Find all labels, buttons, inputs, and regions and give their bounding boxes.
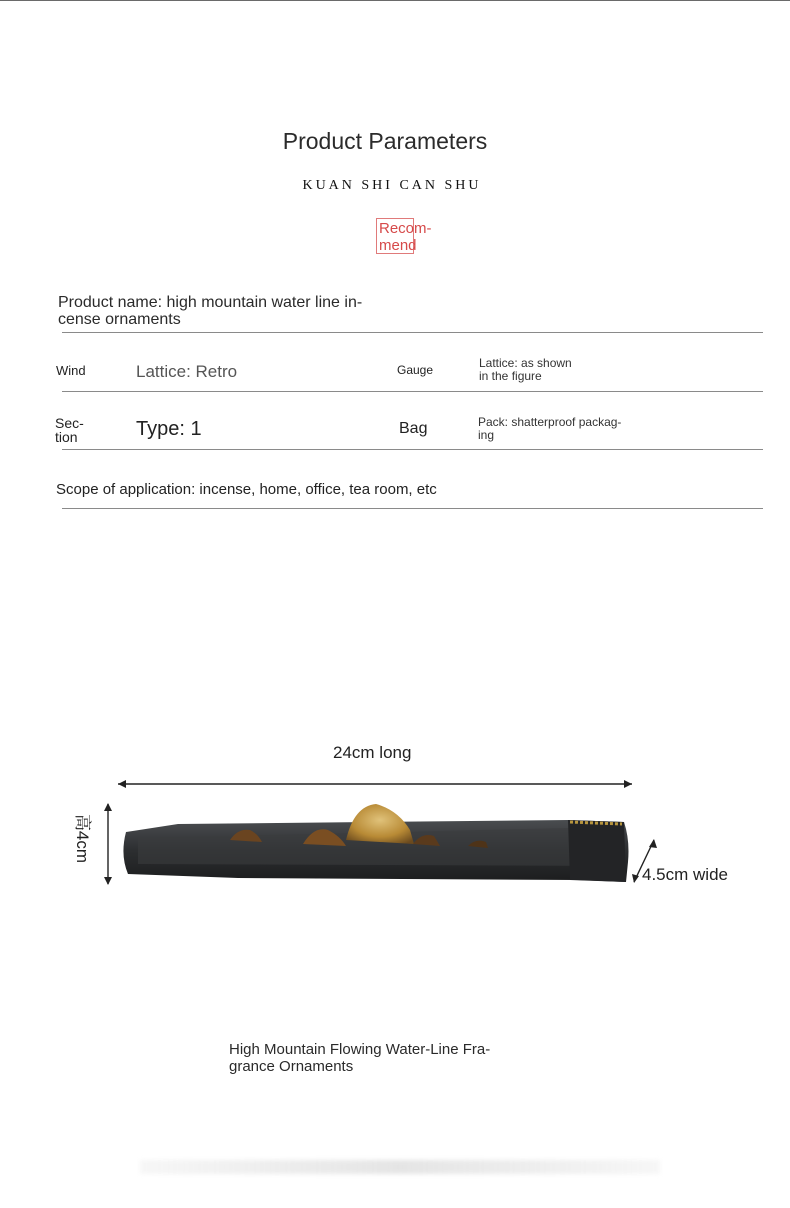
product-caption <box>229 1041 490 1075</box>
stamp-line-2: mend <box>379 237 417 254</box>
product-name-line-1: Product name: high mountain water line in- <box>58 294 363 311</box>
page-subtitle: KUAN SHI CAN SHU <box>302 178 482 193</box>
height-label: 高4cm <box>73 813 93 864</box>
type-label-line-1: Sec- <box>55 415 84 431</box>
height-arrow <box>100 800 116 890</box>
product-name-line-2: cense ornaments <box>58 311 181 328</box>
packaging-value <box>478 416 621 442</box>
spec-value-line-2: in the figure <box>479 369 542 383</box>
width-label: 4.5cm wide <box>642 865 728 884</box>
style-value: Lattice: Retro <box>136 362 238 381</box>
packaging-label: Bag <box>399 420 428 437</box>
recommend-stamp <box>376 218 432 254</box>
type-label <box>55 416 84 444</box>
top-border <box>0 0 790 1</box>
product-name <box>58 294 362 328</box>
packaging-value-line-1: Pack: shatterproof packag- <box>478 415 622 429</box>
type-value: Type: 1 <box>136 418 202 440</box>
length-arrow <box>110 775 650 795</box>
spec-value-line-1: Lattice: as shown <box>479 356 572 370</box>
row-divider-3 <box>62 449 763 450</box>
row-divider-2 <box>62 391 763 392</box>
spec-label: Gauge <box>397 363 434 377</box>
stamp-line-1: Recom- <box>379 220 432 237</box>
page-title: Product Parameters <box>282 128 488 154</box>
caption-line-2: grance Ornaments <box>229 1058 354 1075</box>
incense-tray-image <box>118 800 632 890</box>
faded-watermark-strip <box>140 1160 660 1174</box>
caption-line-1: High Mountain Flowing Water-Line Fra- <box>229 1041 491 1058</box>
spec-value <box>479 357 572 383</box>
row-divider-1 <box>62 332 763 333</box>
packaging-value-line-2: ing <box>478 428 495 442</box>
type-label-line-2: tion <box>55 429 78 445</box>
style-label: Wind <box>56 363 86 378</box>
length-label: 24cm long <box>333 743 412 762</box>
row-divider-4 <box>62 508 763 509</box>
scope-text: Scope of application: incense, home, office, tea room, etc <box>56 481 437 498</box>
